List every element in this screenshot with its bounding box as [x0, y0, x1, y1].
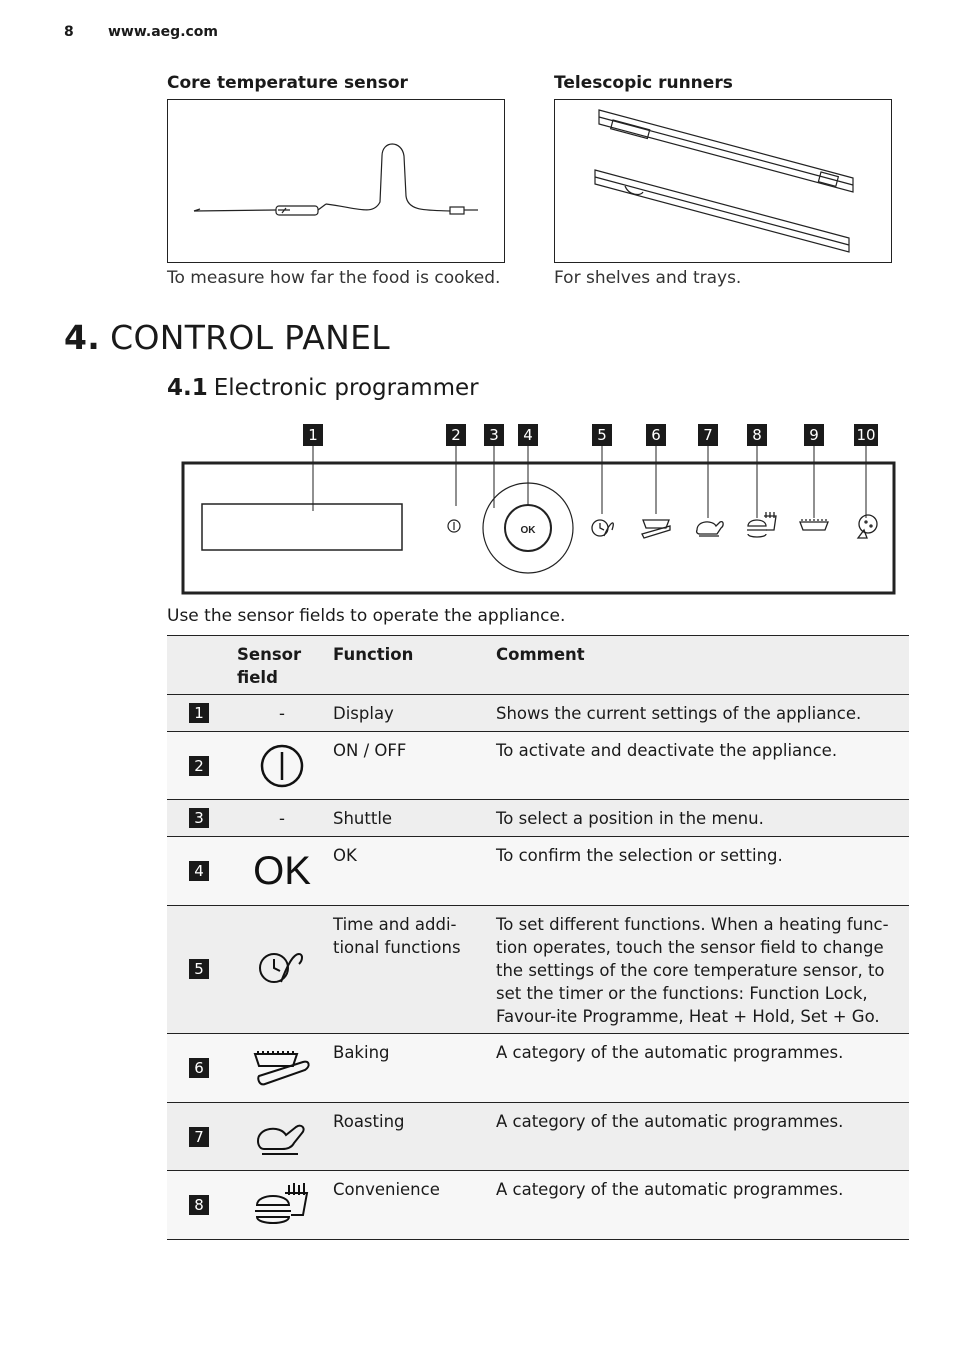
row-number: 1 — [189, 703, 209, 723]
sensor-dash: - — [279, 704, 285, 723]
callout-3: 3 — [484, 424, 504, 446]
callout-8: 8 — [747, 424, 767, 446]
ok-label: OK — [520, 525, 536, 536]
table-row — [167, 1034, 909, 1103]
callout-6: 6 — [646, 424, 666, 446]
table-row — [167, 837, 909, 906]
table-row — [167, 800, 909, 837]
control-panel-diagram — [180, 446, 898, 598]
comment-text: To activate and deactivate the appliance. — [496, 741, 838, 760]
comment-text: A category of the automatic programmes. — [496, 1112, 844, 1131]
row-number: 7 — [189, 1127, 209, 1147]
comment-text: To set different functions. When a heating func-tion operates, touch the sensor field to change the settings of the core temperature sensor, to set the timer or the functions: Function Lock, Favour-ite Programme, Heat + Hold, Set + Go. — [496, 915, 889, 1026]
accessory-caption-core-sensor: To measure how far the food is cooked. — [167, 268, 501, 288]
intro-text: Use the sensor fields to operate the appliance. — [167, 606, 566, 626]
pie-dish-icon — [800, 520, 828, 530]
row-number: 4 — [189, 861, 209, 881]
comment-text: To select a position in the menu. — [496, 809, 764, 828]
row-number: 8 — [189, 1195, 209, 1215]
core-temperature-probe-drawing — [168, 100, 504, 262]
function-text: Display — [333, 704, 394, 723]
comment-text: Shows the current settings of the appliance. — [496, 704, 862, 723]
website-url: www.aeg.com — [108, 24, 219, 40]
sensor-field-table — [167, 635, 909, 1240]
row-number: 6 — [189, 1058, 209, 1078]
callout-1: 1 — [303, 424, 323, 446]
page-number: 8 — [64, 24, 74, 40]
section-title: CONTROL PANEL — [110, 318, 390, 357]
callout-2: 2 — [446, 424, 466, 446]
subsection-number: 4.1 — [167, 375, 208, 401]
comment-text: A category of the automatic programmes. — [496, 1180, 844, 1199]
function-text: Shuttle — [333, 809, 393, 828]
pizza-icon — [858, 515, 877, 538]
row-number: 5 — [189, 959, 209, 979]
row-number: 2 — [189, 756, 209, 776]
convenience-icon — [747, 512, 776, 537]
accessory-caption-runners: For shelves and trays. — [554, 268, 742, 288]
roasting-icon — [254, 1117, 310, 1157]
section-heading — [64, 318, 390, 357]
section-number: 4. — [64, 318, 101, 357]
comment-text: A category of the automatic programmes. — [496, 1043, 844, 1062]
row-number: 3 — [189, 808, 209, 828]
header-function: Function — [333, 645, 414, 664]
subsection-title: Electronic programmer — [213, 375, 479, 401]
clock-probe-icon — [592, 520, 613, 536]
function-text: Time and addi-tional functions — [333, 915, 461, 957]
callout-5: 5 — [592, 424, 612, 446]
panel-frame — [183, 463, 894, 593]
callout-7: 7 — [698, 424, 718, 446]
table-row — [167, 732, 909, 800]
ok-icon: OK — [253, 849, 311, 893]
table-row — [167, 1103, 909, 1171]
table-row — [167, 906, 909, 1034]
function-text: Baking — [333, 1043, 390, 1062]
power-icon — [448, 520, 460, 532]
callout-9: 9 — [804, 424, 824, 446]
comment-text: To confirm the selection or setting. — [496, 846, 783, 865]
function-text: ON / OFF — [333, 741, 407, 760]
table-header-row — [167, 636, 909, 695]
sensor-dash: - — [279, 809, 285, 828]
runners-illustration — [554, 99, 892, 263]
roasting-icon — [697, 522, 724, 536]
display-window — [202, 504, 402, 550]
table-row — [167, 695, 909, 732]
power-icon — [258, 742, 306, 790]
table-row — [167, 1171, 909, 1240]
convenience-icon — [253, 1181, 311, 1229]
telescopic-runners-drawing — [555, 100, 891, 262]
function-text: OK — [333, 846, 357, 865]
accessory-title-runners: Telescopic runners — [554, 73, 733, 93]
baking-icon — [642, 520, 670, 538]
core-sensor-illustration — [167, 99, 505, 263]
header-comment: Comment — [496, 645, 585, 664]
callout-4: 4 — [518, 424, 538, 446]
accessory-title-core-sensor: Core temperature sensor — [167, 73, 408, 93]
clock-probe-icon — [257, 948, 307, 988]
function-text: Roasting — [333, 1112, 405, 1131]
baking-icon — [251, 1048, 313, 1088]
function-text: Convenience — [333, 1180, 440, 1199]
callout-10: 10 — [854, 424, 878, 446]
header-sensor-field: Sensor field — [237, 645, 302, 687]
subsection-heading — [167, 375, 479, 401]
